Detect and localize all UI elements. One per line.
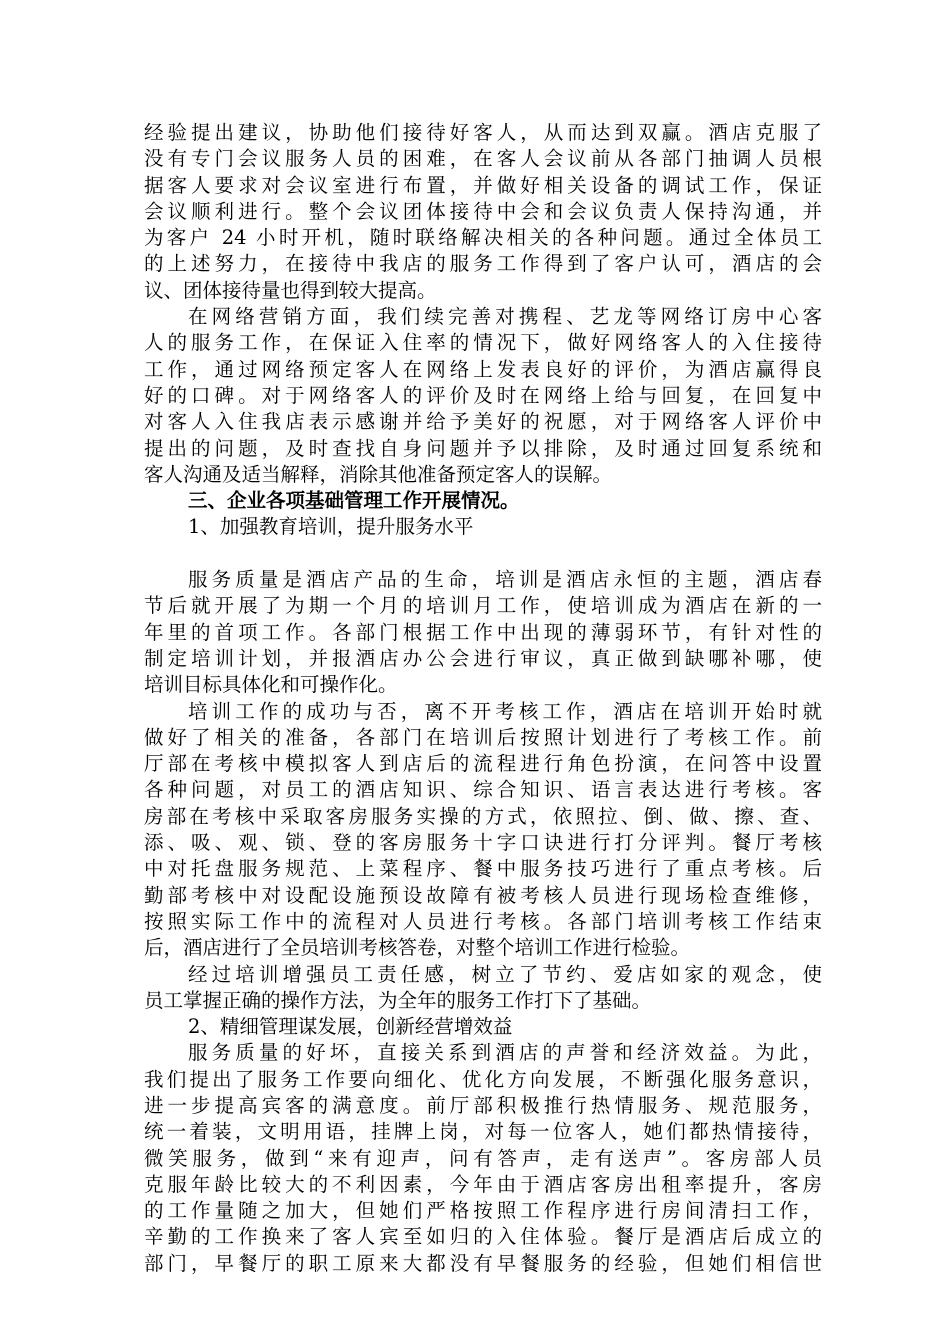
text-line: 房部在考核中采取客房服务实操的方式，依照拉、倒、做、擦、查、 xyxy=(144,804,822,828)
text-line: 做好了相关的准备，各部门在培训后按照计划进行了考核工作。前 xyxy=(144,725,822,749)
text-line: 据客人要求对会议室进行布置，并做好相关设备的调试工作，保证 xyxy=(144,173,822,197)
text-line: 节后就开展了为期一个月的培训月工作，使培训成为酒店在新的一 xyxy=(144,594,822,618)
text-line: 好的口碑。对于网络客人的评价及时在网络上给与回复，在回复中 xyxy=(144,383,822,407)
text-line: 客人沟通及适当解释，消除其他准备预定客人的误解。 xyxy=(144,462,613,486)
text-line: 微笑服务，做到“来有迎声，问有答声，走有送声”。客房部人员 xyxy=(144,1146,822,1170)
text-line: 各种问题，对员工的酒店知识、综合知识、语言表达进行考核。客 xyxy=(144,778,822,802)
text-line: 经验提出建议，协助他们接待好客人，从而达到双赢。酒店克服了 xyxy=(144,121,822,144)
text-line: 中对托盘服务规范、上菜程序、餐中服务技巧进行了重点考核。后 xyxy=(144,857,822,881)
text-line: 克服年龄比较大的不利因素，今年由于酒店客房出租率提升，客房 xyxy=(144,1172,822,1196)
text-line: 按照实际工作中的流程对人员进行考核。各部门培训考核工作结束 xyxy=(144,909,822,933)
text-line: 厅部在考核中模拟客人到店后的流程进行角色扮演，在问答中设置 xyxy=(144,752,822,776)
section-heading: 三、企业各项基础管理工作开展情况。 xyxy=(188,489,520,513)
document-page xyxy=(144,120,822,1277)
text-line: 年里的首项工作。各部门根据工作中出现的薄弱环节，有针对性的 xyxy=(144,620,822,644)
text-line: 会议顺利进行。整个会议团体接待中会和会议负责人保持沟通，并 xyxy=(144,199,822,223)
text-line: 勤部考核中对设配设施预设故障有被考核人员进行现场检查维修， xyxy=(144,883,822,907)
text-line: 统一着装，文明用语，挂牌上岗，对每一位客人，她们都热情接待， xyxy=(144,1120,822,1144)
text-line: 的上述努力，在接待中我店的服务工作得到了客户认可，酒店的会 xyxy=(144,252,822,276)
text-line: 服务质量是酒店产品的生命，培训是酒店永恒的主题，酒店春 xyxy=(188,568,822,592)
text-line: 1、加强教育培训，提升服务水平 xyxy=(188,515,474,539)
text-line: 在网络营销方面，我们续完善对携程、艺龙等网络订房中心客 xyxy=(188,305,822,329)
text-line: 培训目标具体化和可操作化。 xyxy=(144,673,398,697)
blank-line xyxy=(144,541,822,567)
text-line: 的工作量随之加大，但她们严格按照工作程序进行房间清扫工作， xyxy=(144,1199,822,1223)
text-line: 后，酒店进行了全员培训考核答卷，对整个培训工作进行检验。 xyxy=(144,936,691,960)
text-line: 没有专门会议服务人员的困难，在客人会议前从各部门抽调人员根 xyxy=(144,147,822,171)
text-line: 人的服务工作，在保证入住率的情况下，做好网络客人的入住接待 xyxy=(144,331,822,355)
text-line: 我们提出了服务工作要向细化、优化方向发展，不断强化服务意识， xyxy=(144,1067,822,1091)
text-line: 对客人入住我店表示感谢并给予美好的祝愿，对于网络客人评价中 xyxy=(144,410,822,434)
text-line: 进一步提高宾客的满意度。前厅部积极推行热情服务、规范服务， xyxy=(144,1093,822,1117)
text-line: 经过培训增强员工责任感，树立了节约、爱店如家的观念，使 xyxy=(188,962,822,986)
text-line: 制定培训计划，并报酒店办公会进行审议，真正做到缺哪补哪，使 xyxy=(144,646,822,670)
text-line: 议、团体接待量也得到较大提高。 xyxy=(144,278,437,302)
text-line: 部门，早餐厅的职工原来大都没有早餐服务的经验，但她们相信世 xyxy=(144,1251,822,1275)
text-line: 为客户 24 小时开机，随时联络解决相关的各种问题。通过全体员工 xyxy=(144,226,822,250)
text-line: 辛勤的工作换来了客人宾至如归的入住体验。餐厅是酒店后成立的 xyxy=(144,1225,822,1249)
text-line: 培训工作的成功与否，离不开考核工作，酒店在培训开始时就 xyxy=(188,699,822,723)
text-line: 员工掌握正确的操作方法，为全年的服务工作打下了基础。 xyxy=(144,988,652,1012)
text-line: 2、精细管理谋发展，创新经营增效益 xyxy=(188,1015,513,1039)
text-line: 工作，通过网络预定客人在网络上发表良好的评价，为酒店赢得良 xyxy=(144,357,822,381)
text-line: 添、吸、观、锁、登的客房服务十字口诀进行打分评判。餐厅考核 xyxy=(144,831,822,855)
text-line: 服务质量的好坏，直接关系到酒店的声誉和经济效益。为此， xyxy=(188,1041,822,1065)
text-line: 提出的问题，及时查找自身问题并予以排除，及时通过回复系统和 xyxy=(144,436,822,460)
